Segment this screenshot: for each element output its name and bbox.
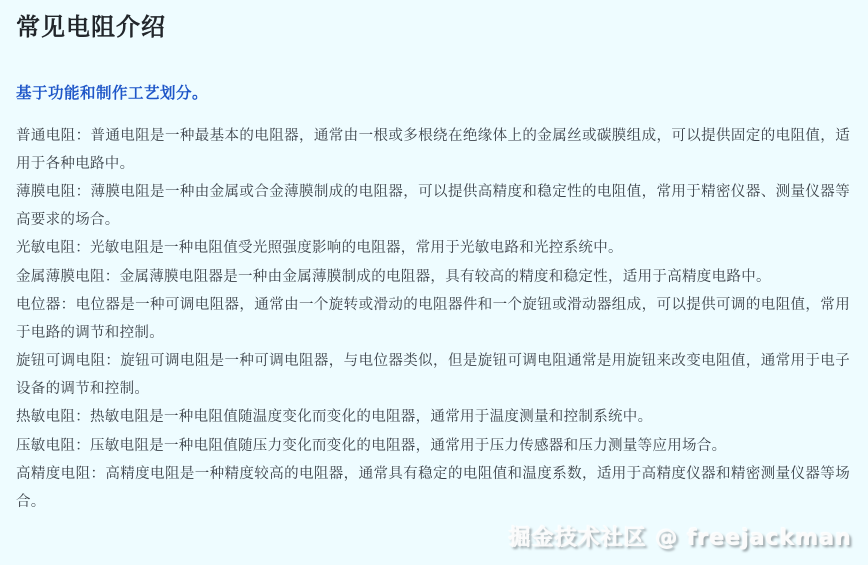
resistor-paragraph-knob-adjustable: 旋钮可调电阻：旋钮可调电阻是一种可调电阻器，与电位器类似，但是旋钮可调电阻通常是用旋钮来改变电阻值，通常用于电子设备的调节和控制。 xyxy=(16,353,850,397)
section-heading: 基于功能和制作工艺划分。 xyxy=(16,84,209,102)
resistor-paragraph-potentiometer: 电位器：电位器是一种可调电阻器，通常由一个旋转或滑动的电阻器件和一个旋钮或滑动器组成，可以提供可调的电阻值，常用于电路的调节和控制。 xyxy=(16,297,850,341)
watermark: 掘金技术社区 @ freejackman xyxy=(508,526,852,551)
resistor-paragraph-ordinary: 普通电阻：普通电阻是一种最基本的电阻器，通常由一根或多根绕在绝缘体上的金属丝或碳膜组成，可以提供固定的电阻值，适用于各种电路中。 xyxy=(16,128,850,172)
resistor-paragraph-high-precision: 高精度电阻：高精度电阻是一种精度较高的电阻器，通常具有稳定的电阻值和温度系数，适用于高精度仪器和精密测量仪器等场合。 xyxy=(16,466,850,510)
page-title: 常见电阻介绍 xyxy=(16,13,166,41)
paragraph-list xyxy=(16,123,850,516)
resistor-paragraph-varistor: 压敏电阻：压敏电阻是一种电阻值随压力变化而变化的电阻器，通常用于压力传感器和压力测量等应用场合。 xyxy=(16,437,727,454)
resistor-paragraph-thermistor: 热敏电阻：热敏电阻是一种电阻值随温度变化而变化的电阻器，通常用于温度测量和控制系统中。 xyxy=(16,409,653,425)
resistor-paragraph-metal-film: 金属薄膜电阻：金属薄膜电阻器是一种由金属薄膜制成的电阻器，具有较高的精度和稳定性，适用于高精度电路中。 xyxy=(16,268,771,285)
resistor-paragraph-photoresistor: 光敏电阻：光敏电阻是一种电阻值受光照强度影响的电阻器，常用于光敏电路和光控系统中。 xyxy=(16,240,623,256)
resistor-paragraph-thin-film: 薄膜电阻：薄膜电阻是一种由金属或合金薄膜制成的电阻器，可以提供高精度和稳定性的电阻值，常用于精密仪器、测量仪器等高要求的场合。 xyxy=(16,184,850,228)
